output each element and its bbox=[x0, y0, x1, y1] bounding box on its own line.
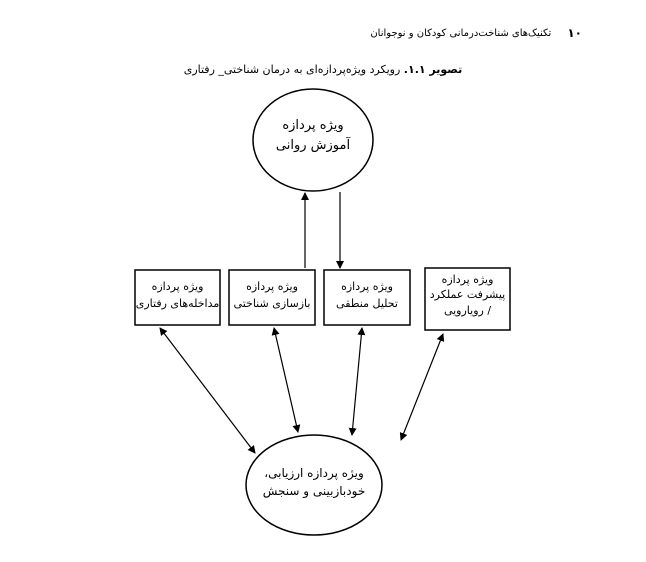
figure-caption-label: تصویر ۱.۱. bbox=[403, 63, 463, 76]
cognitive-restructuring-line1: ویژه پردازه bbox=[246, 280, 298, 293]
psychoeducation-label bbox=[253, 116, 373, 155]
arrow-logical-analysis-assessment bbox=[352, 328, 362, 435]
performance-attainment-line3: / رویارویی bbox=[443, 303, 492, 317]
book-title: تکنیک‌های شناخت‌درمانی کودکان و نوجوانان bbox=[370, 27, 552, 39]
psychoeducation-line1: ویژه پردازه bbox=[282, 118, 344, 133]
assessment-label bbox=[246, 464, 382, 500]
assessment-line1: ویژه پردازه ارزیابی، bbox=[264, 466, 364, 480]
arrow-performance-assessment bbox=[401, 334, 443, 440]
arrow-behavioral-assessment bbox=[160, 328, 255, 453]
assessment-line2: خودبازبینی و سنجش bbox=[262, 484, 366, 498]
cognitive-restructuring-label bbox=[229, 279, 315, 312]
behavioral-interventions-line2: مداخله‌های رفتاری bbox=[135, 296, 220, 310]
page-number: ۱۰ bbox=[567, 26, 582, 40]
behavioral-interventions-label bbox=[135, 279, 220, 312]
performance-attainment-line1: ویژه پردازه bbox=[441, 273, 494, 286]
cognitive-restructuring-line2: بازسازی شناختی bbox=[233, 296, 311, 310]
figure-caption-text: رویکرد ویژه‌پردازه‌ای به درمان شناختی_ رفتاری bbox=[183, 63, 401, 76]
logical-analysis-line1: ویژه پردازه bbox=[341, 280, 393, 293]
logical-analysis-line2: تحلیل منطقی bbox=[336, 296, 398, 310]
psychoeducation-line2: آموزش روانی bbox=[275, 137, 351, 153]
performance-attainment-label bbox=[425, 272, 510, 318]
arrow-restructuring-assessment bbox=[274, 328, 298, 432]
logical-analysis-label bbox=[324, 279, 410, 312]
behavioral-interventions-line1: ویژه پردازه bbox=[151, 280, 204, 293]
performance-attainment-line2: پیشرفت عملکرد bbox=[429, 288, 506, 302]
